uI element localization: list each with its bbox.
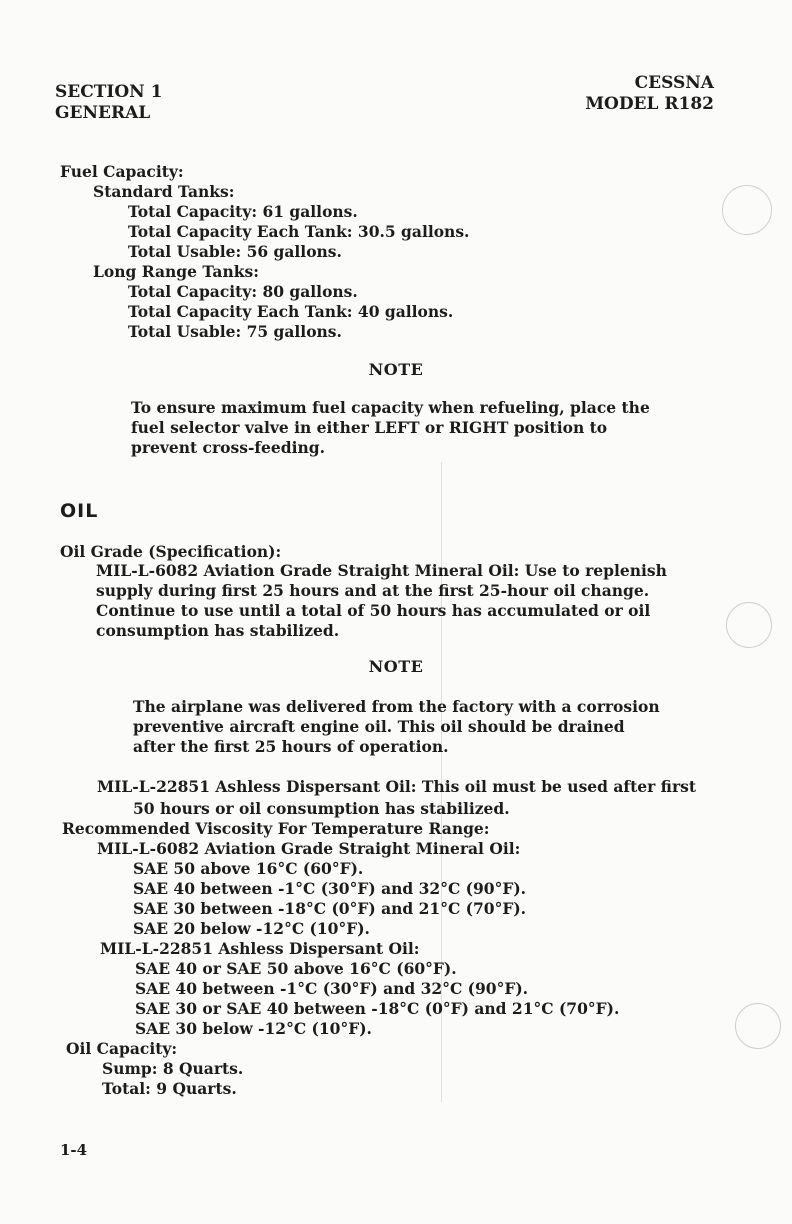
long-range-tank-line: Total Capacity: 80 gallons. — [128, 282, 358, 301]
long-range-tank-line: Total Usable: 75 gallons. — [128, 322, 342, 341]
binder-hole-mark — [735, 1003, 781, 1049]
model-label — [585, 73, 714, 115]
oil-capacity-title: Oil Capacity: — [66, 1039, 178, 1058]
page-number: 1-4 — [60, 1141, 88, 1159]
mil-22851-sae-line: SAE 40 or SAE 50 above 16°C (60°F). — [135, 959, 457, 978]
viscosity-title: Recommended Viscosity For Temperature Range: — [62, 819, 490, 838]
mil-6082-sae-line: SAE 50 above 16°C (60°F). — [133, 859, 364, 878]
long-range-tanks-title: Long Range Tanks: — [93, 262, 259, 281]
standard-tanks-title: Standard Tanks: — [93, 182, 235, 201]
mil-22851-subtitle: MIL-L-22851 Ashless Dispersant Oil: — [100, 939, 420, 958]
long-range-tank-line: Total Capacity Each Tank: 40 gallons. — [128, 302, 454, 321]
mil-6082-description: MIL-L-6082 Aviation Grade Straight Mineral Oil: Use to replenish supply during first 25 hours and at the first 25-hour oil change. Continue to use until a total of 50 hours has accumulated or oil consumption has stabilized. — [96, 561, 667, 640]
fuel-note-text: To ensure maximum fuel capacity when refueling, place the fuel selector valve in either LEFT or RIGHT position to prevent cross-feeding. — [131, 398, 650, 457]
oil-capacity-line: Total: 9 Quarts. — [102, 1079, 237, 1098]
binder-hole-mark — [722, 185, 772, 235]
fuel-note-heading: NOTE — [368, 360, 424, 379]
model-name: MODEL R182 — [585, 94, 714, 114]
mil-22851-line: 50 hours or oil consumption has stabilized. — [133, 799, 510, 818]
section-name: GENERAL — [55, 103, 151, 123]
binder-hole-mark — [726, 602, 772, 648]
mil-22851-line: MIL-L-22851 Ashless Dispersant Oil: This oil must be used after first — [97, 777, 697, 796]
section-label — [55, 82, 162, 124]
standard-tank-line: Total Usable: 56 gallons. — [128, 242, 342, 261]
mil-22851-sae-line: SAE 30 below -12°C (10°F). — [135, 1019, 372, 1038]
oil-note-text: The airplane was delivered from the factory with a corrosion preventive aircraft engine oil. This oil should be drained after the first 25 hours of operation. — [133, 697, 660, 756]
mil-6082-sae-line: SAE 20 below -12°C (10°F). — [133, 919, 370, 938]
manufacturer: CESSNA — [634, 73, 714, 93]
mil-6082-sae-line: SAE 30 between -18°C (0°F) and 21°C (70°F). — [133, 899, 527, 918]
mil-22851-sae-line: SAE 30 or SAE 40 between -18°C (0°F) and 21°C (70°F). — [135, 999, 620, 1018]
oil-capacity-line: Sump: 8 Quarts. — [102, 1059, 244, 1078]
fuel-capacity-title: Fuel Capacity: — [60, 162, 184, 181]
section-number: SECTION 1 — [55, 82, 163, 102]
standard-tank-line: Total Capacity Each Tank: 30.5 gallons. — [128, 222, 470, 241]
oil-note-heading: NOTE — [368, 657, 424, 676]
mil-22851-sae-line: SAE 40 between -1°C (30°F) and 32°C (90°F). — [135, 979, 529, 998]
oil-heading: OIL — [60, 500, 99, 522]
mil-6082-subtitle: MIL-L-6082 Aviation Grade Straight Mineral Oil: — [97, 839, 521, 858]
mil-6082-sae-line: SAE 40 between -1°C (30°F) and 32°C (90°F). — [133, 879, 527, 898]
oil-grade-title: Oil Grade (Specification): — [60, 542, 282, 561]
standard-tank-line: Total Capacity: 61 gallons. — [128, 202, 358, 221]
